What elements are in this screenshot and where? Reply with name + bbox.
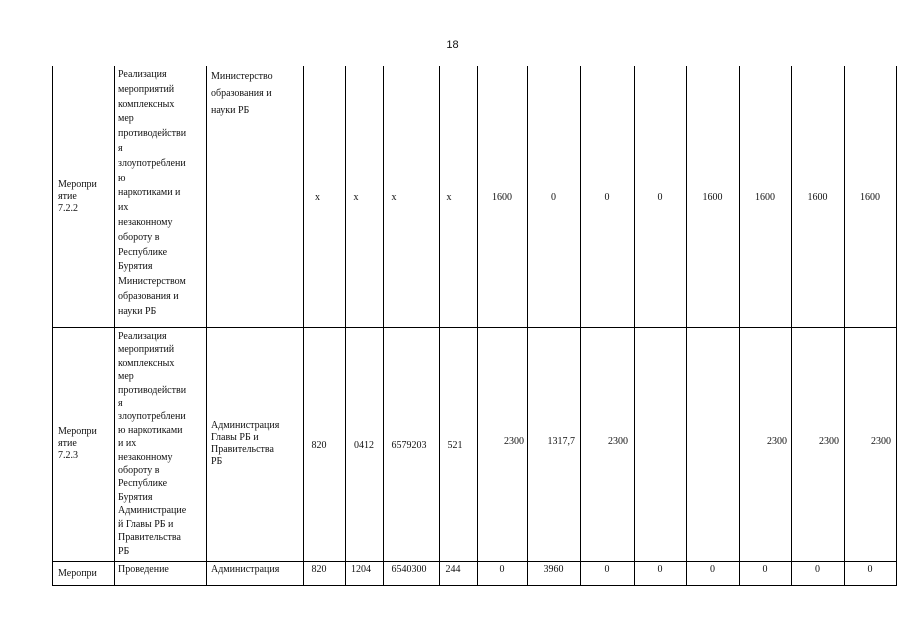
table-cell-value: 0 xyxy=(815,564,820,575)
table-cell-code: 820 xyxy=(311,440,327,451)
table-cell-value: 2300 xyxy=(504,436,524,447)
column-divider xyxy=(686,66,687,586)
column-divider xyxy=(739,66,740,586)
table-cell-code: 1204 xyxy=(351,564,371,575)
table-cell-value: 0 xyxy=(867,564,873,575)
table-border-left xyxy=(52,66,53,586)
table-cell-code: х xyxy=(353,192,359,203)
table-cell-value: 0 xyxy=(604,192,610,203)
column-divider xyxy=(345,66,346,586)
table-cell-code: 244 xyxy=(445,564,461,575)
table-cell-value: 0 xyxy=(551,192,556,203)
table-cell-value: 0 xyxy=(762,564,768,575)
table-row-id: Меропри xyxy=(58,568,97,579)
table-cell-value: 1600 xyxy=(702,192,723,203)
column-divider xyxy=(383,66,384,586)
table-cell-value: 2300 xyxy=(871,436,891,447)
column-divider xyxy=(303,66,304,586)
table-cell-code: 521 xyxy=(447,440,463,451)
table-cell-value: 0 xyxy=(499,564,505,575)
table-cell-value: 2300 xyxy=(819,436,839,447)
table-cell-value: 3960 xyxy=(543,564,564,575)
table-row-name: Проведение xyxy=(118,564,169,575)
table-cell-value: 0 xyxy=(657,564,663,575)
table-cell-code: 6579203 xyxy=(391,440,427,451)
column-divider xyxy=(580,66,581,586)
column-divider xyxy=(791,66,792,586)
table-cell-value: 1600 xyxy=(860,192,880,203)
row-divider xyxy=(52,327,897,328)
table-cell-value: 2300 xyxy=(608,436,628,447)
table-cell-value: 0 xyxy=(710,564,715,575)
table-cell-code: 0412 xyxy=(354,440,374,451)
table-border-right xyxy=(896,66,897,586)
table-border-bottom xyxy=(52,585,897,586)
table-cell-code: х xyxy=(446,192,452,203)
column-divider xyxy=(634,66,635,586)
row-divider xyxy=(52,561,897,562)
table-row-executor: Администрация xyxy=(211,564,280,575)
column-divider xyxy=(206,66,207,586)
table-cell-value: 2300 xyxy=(767,436,787,447)
column-divider xyxy=(439,66,440,586)
table-cell-code: 820 xyxy=(311,564,327,575)
column-divider xyxy=(844,66,845,586)
table-cell-code: х xyxy=(315,192,320,203)
table-cell-value: 1600 xyxy=(807,192,828,203)
column-divider xyxy=(527,66,528,586)
column-divider xyxy=(477,66,478,586)
table-cell-code: х xyxy=(391,192,397,203)
table-row-id: Меропри ятие 7.2.2 xyxy=(58,179,97,214)
table-cell-value: 1600 xyxy=(492,192,512,203)
table-cell-value: 0 xyxy=(604,564,610,575)
table-cell-value: 0 xyxy=(657,192,663,203)
table-cell-value: 1317,7 xyxy=(547,436,575,447)
table-cell-value: 1600 xyxy=(755,192,775,203)
table-row-name: Реализация мероприятий комплексных мер противодействи я злоупотреблени ю наркотиками и их незаконному обороту в Республике Бурятия Министерством образования и науки РБ xyxy=(118,69,187,317)
column-divider xyxy=(114,66,115,586)
table-row-id: Меропри ятие 7.2.3 xyxy=(58,426,97,461)
table-row-executor: Администрация Главы РБ и Правительства РБ xyxy=(211,420,280,467)
table-row-executor: Министерство образования и науки РБ xyxy=(211,71,273,116)
table-cell-code: 6540300 xyxy=(391,564,427,575)
page-number: 18 xyxy=(446,39,459,51)
table-row-name: Реализация мероприятий комплексных мер противодействи я злоупотреблени ю наркотиками и их незаконному обороту в Республике Бурятия Администрацие й Главы РБ и Правительства РБ xyxy=(118,331,187,557)
